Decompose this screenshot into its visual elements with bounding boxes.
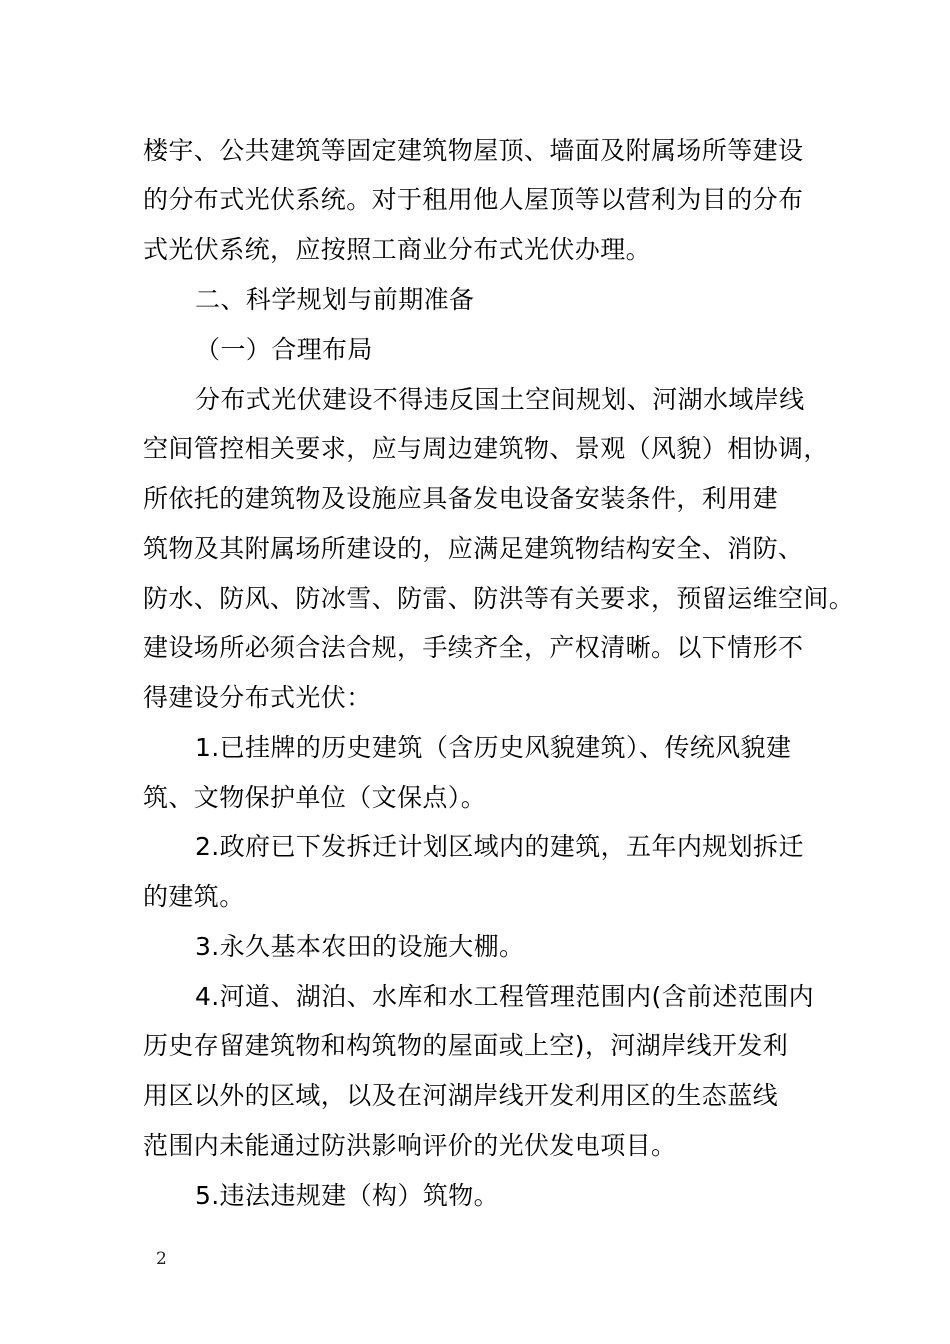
text-line: 建设场所必须合法合规，手续齐全，产权清晰。以下情形不 (143, 633, 804, 662)
list-item: 5.违法违规建（构）筑物。 (195, 1181, 500, 1210)
text-line: 所依托的建筑物及设施应具备发电设备安装条件，利用建 (143, 484, 779, 513)
text-line: 筑、文物保护单位（文保点）。 (143, 783, 487, 812)
text-line: 空间管控相关要求，应与周边建筑物、景观（风貌）相协调， (143, 434, 829, 463)
text-line: 分布式光伏建设不得违反国土空间规划、河湖水域岸线 (195, 385, 805, 414)
text-line: 式光伏系统，应按照工商业分布式光伏办理。 (143, 235, 652, 264)
text-line: 用区以外的区域，以及在河湖岸线开发利用区的生态蓝线 (143, 1081, 779, 1110)
page-number: 2 (156, 1249, 167, 1269)
section-heading: 二、科学规划与前期准备 (195, 285, 475, 314)
list-item: 2.政府已下发拆迁计划区域内的建筑，五年内规划拆迁 (195, 832, 804, 861)
text-line: 的建筑。 (143, 882, 245, 911)
text-line: 范围内未能通过防洪影响评价的光伏发电项目。 (143, 1131, 677, 1160)
text-line: 历史存留建筑物和构筑物的屋面或上空)，河湖岸线开发利 (143, 1031, 789, 1060)
text-line: 筑物及其附属场所建设的，应满足建筑物结构安全、消防、 (143, 534, 804, 563)
text-line: 防水、防风、防冰雪、防雷、防洪等有关要求，预留运维空间。 (143, 584, 855, 613)
text-line: 得建设分布式光伏： (143, 683, 372, 712)
list-item: 1.已挂牌的历史建筑（含历史风貌建筑）、传统风貌建 (195, 733, 792, 762)
list-item: 4.河道、湖泊、水库和水工程管理范围内(含前述范围内 (195, 982, 815, 1011)
subsection-heading: （一）合理布局 (195, 335, 373, 364)
list-item: 3.永久基本农田的设施大棚。 (195, 932, 525, 961)
text-line: 楼宇、公共建筑等固定建筑物屋顶、墙面及附属场所等建设 (143, 136, 804, 165)
text-line: 的分布式光伏系统。对于租用他人屋顶等以营利为目的分布 (143, 185, 804, 214)
